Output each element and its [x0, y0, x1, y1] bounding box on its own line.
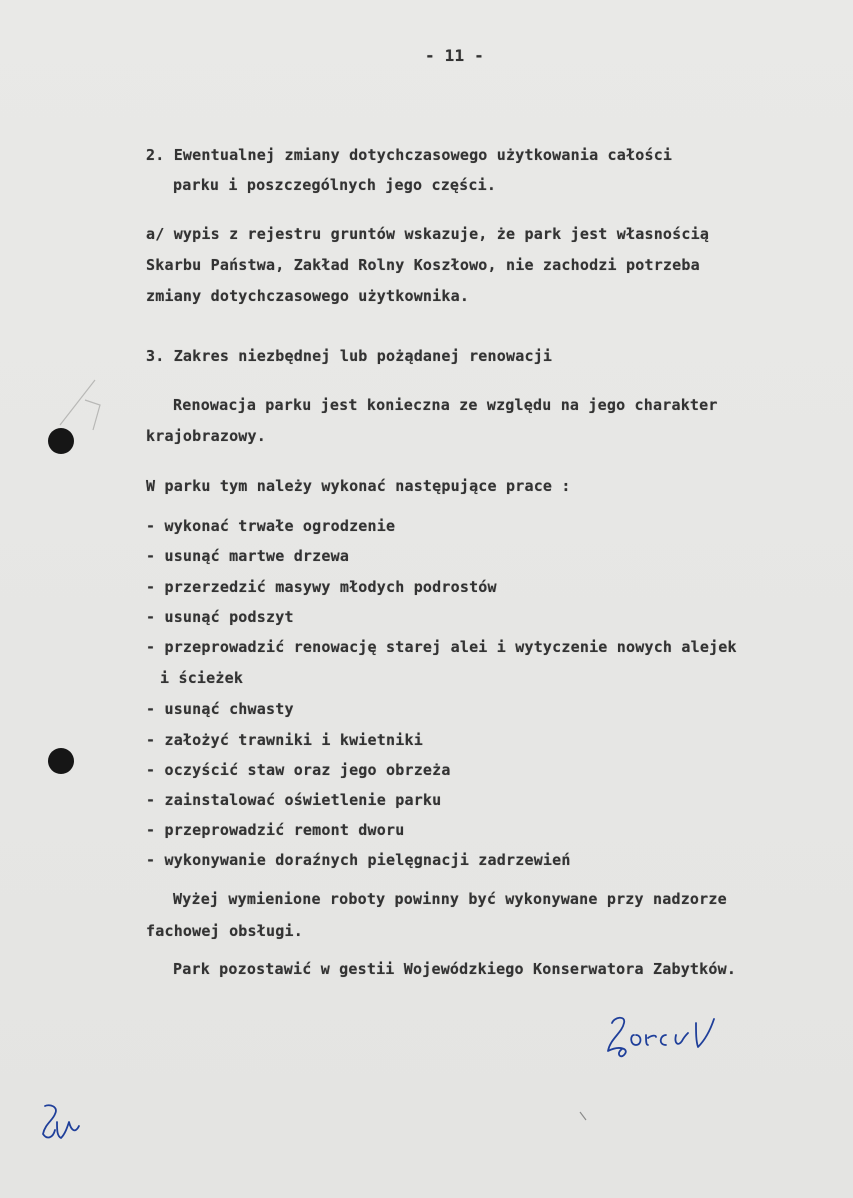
handwritten-initials — [35, 1100, 85, 1145]
section3-para-line2: krajobrazowy. — [146, 427, 266, 445]
list-item: - usunąć chwasty — [146, 700, 294, 718]
page-number: - 11 - — [425, 46, 484, 65]
list-item: - przeprowadzić remont dworu — [146, 821, 405, 839]
section3-heading: 3. Zakres niezbędnej lub pożądanej renowacji — [146, 347, 553, 365]
section2-heading-line2: parku i poszczególnych jego części. — [173, 176, 497, 194]
handwritten-signature — [600, 1005, 730, 1065]
list-item: - usunąć podszyt — [146, 608, 294, 626]
pencil-mark — [55, 370, 115, 440]
list-item: - założyć trawniki i kwietniki — [146, 731, 423, 749]
section2-para-line3: zmiany dotychczasowego użytkownika. — [146, 287, 470, 305]
list-item: - przerzedzić masywy młodych podrostów — [146, 578, 497, 596]
punch-hole-bottom — [48, 748, 74, 774]
list-item: - wykonać trwałe ogrodzenie — [146, 517, 396, 535]
final-statement: Park pozostawić w gestii Wojewódzkiego Konserwatora Zabytków. — [173, 960, 737, 978]
list-item: - wykonywanie doraźnych pielęgnacji zadrzewień — [146, 851, 571, 869]
section2-para-line2: Skarbu Państwa, Zakład Rolny Koszłowo, nie zachodzi potrzeba — [146, 256, 700, 274]
section2-heading-line1: 2. Ewentualnej zmiany dotychczasowego użytkowania całości — [146, 146, 673, 164]
list-item-continuation: i ścieżek — [160, 669, 244, 687]
closing-line1: Wyżej wymienione roboty powinny być wykonywane przy nadzorze — [173, 890, 727, 908]
list-item: - oczyścić staw oraz jego obrzeża — [146, 761, 451, 779]
closing-line2: fachowej obsługi. — [146, 922, 303, 940]
list-item: - usunąć martwe drzewa — [146, 547, 350, 565]
section3-para-line1: Renowacja parku jest konieczna ze względu na jego charakter — [173, 396, 718, 414]
list-item: - zainstalować oświetlenie parku — [146, 791, 442, 809]
list-item: - przeprowadzić renowację starej alei i wytyczenie nowych alejek — [146, 638, 737, 656]
section2-para-line1: a/ wypis z rejestru gruntów wskazuje, że park jest własnością — [146, 225, 710, 243]
pencil-tick — [578, 1110, 590, 1124]
works-intro: W parku tym należy wykonać następujące prace : — [146, 477, 571, 495]
